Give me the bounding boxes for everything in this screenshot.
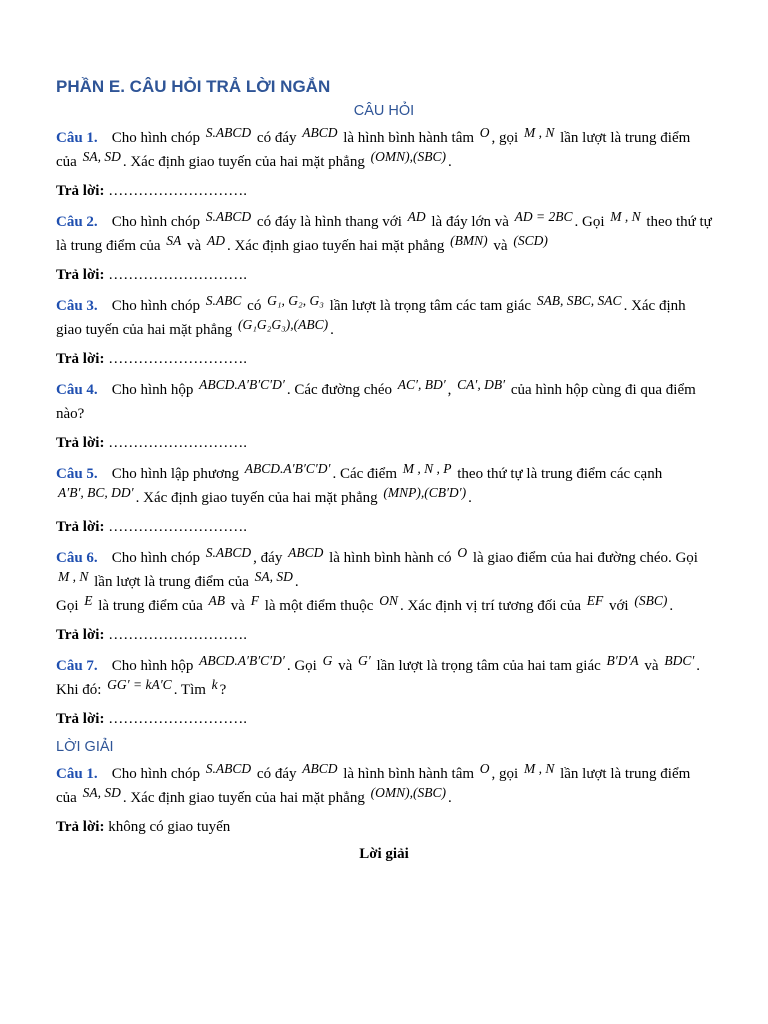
math-expression: EF [586, 593, 604, 608]
question-number: Câu 7. [56, 658, 98, 674]
math-expression: G [322, 653, 333, 668]
question-block [56, 294, 712, 370]
question-text [56, 546, 712, 618]
section-title: PHẦN E. CÂU HỎI TRẢ LỜI NGẮN [56, 77, 331, 96]
question-fragment: Cho hình chóp [111, 550, 204, 566]
question-fragment: . Gọi [286, 658, 321, 674]
question-fragment: và [334, 658, 356, 674]
question-fragment: của hình hộp cùng đi qua điểm nào? [56, 382, 696, 422]
answer-value: không có giao tuyến [108, 819, 231, 835]
math-expression: (G₁G₂G₃),(ABC) [237, 317, 329, 332]
answer-line [56, 624, 712, 646]
math-expression: AD = 2BC [514, 209, 573, 224]
answer-line [56, 708, 712, 730]
question-fragment: Cho hình chóp [111, 766, 204, 782]
math-expression: SA [166, 233, 182, 248]
question-fragment: . [447, 154, 452, 170]
question-fragment: . Xác định vị trí tương đối của [399, 598, 585, 614]
question-fragment: là giao điểm của hai đường chéo. Gọi [469, 550, 698, 566]
question-fragment: với [605, 598, 633, 614]
math-expression: ABCD.A′B′C′D′ [199, 653, 285, 668]
math-expression: ABCD.A′B′C′D′ [199, 377, 285, 392]
math-expression: O [479, 125, 490, 140]
question-number: Câu 2. [56, 214, 98, 230]
math-expression: O [479, 761, 490, 776]
answer-label: Trả lời: [56, 819, 105, 835]
math-expression: AD [206, 233, 225, 248]
questions-heading: CÂU HỎI [353, 103, 415, 119]
question-fragment: là trung điểm của [94, 598, 207, 614]
question-fragment: Cho hình lập phương [111, 466, 243, 482]
math-expression: ABCD [302, 761, 338, 776]
question-fragment: . Xác định giao tuyến của hai mặt phẳng [122, 154, 369, 170]
answers-heading: LỜI GIẢI [56, 739, 114, 755]
question-fragment: là hình bình hành tâm [339, 766, 478, 782]
question-block [56, 462, 712, 538]
math-expression: AB [208, 593, 226, 608]
math-expression: S.ABCD [205, 125, 252, 140]
question-text [56, 378, 712, 426]
answer-label: Trả lời: [56, 183, 105, 199]
question-text [56, 294, 712, 342]
answer-value: ………………………. [108, 519, 247, 535]
question-fragment: . Gọi [574, 214, 609, 230]
question-fragment: theo thứ tự là trung điểm của [56, 214, 712, 254]
question-fragment: theo thứ tự là trung điểm các cạnh [453, 466, 663, 482]
question-number: Câu 4. [56, 382, 98, 398]
math-expression: ABCD [288, 545, 324, 560]
answer-label: Trả lời: [56, 519, 105, 535]
question-fragment: ? [219, 682, 227, 698]
math-expression: M , N , P [402, 461, 452, 476]
question-fragment: lần lượt là trung điểm của [90, 574, 253, 590]
answer-label: Trả lời: [56, 435, 105, 451]
math-expression: BDC′ [664, 653, 695, 668]
question-number: Câu 1. [56, 130, 98, 146]
question-fragment: . [447, 790, 452, 806]
question-fragment: là hình bình hành có [325, 550, 456, 566]
math-expression: (OMN),(SBC) [370, 149, 446, 164]
question-fragment: . [330, 322, 334, 338]
question-fragment: Cho hình chóp [111, 130, 204, 146]
question-fragment: là một điểm thuộc [260, 598, 378, 614]
question-fragment: . [669, 598, 674, 614]
question-block [56, 210, 712, 286]
question-fragment: . Các điểm [332, 466, 401, 482]
answer-line [56, 432, 712, 454]
answer-line [56, 516, 712, 538]
question-fragment: lần lượt là trung điểm của [56, 130, 691, 170]
math-expression: (BMN) [450, 233, 488, 248]
answer-line [56, 264, 712, 286]
questions-list [56, 126, 712, 730]
math-expression: M , N [58, 569, 89, 584]
answer-value: ………………………. [108, 627, 247, 643]
math-expression: (SBC) [634, 593, 668, 608]
question-fragment: lần lượt là trọng tâm các tam giác [325, 298, 535, 314]
math-expression: M , N [523, 125, 555, 140]
answer-line [56, 816, 712, 838]
question-fragment: và [183, 238, 205, 254]
math-expression: ON [379, 593, 398, 608]
math-expression: E [84, 593, 93, 608]
math-expression: SA, SD [82, 785, 121, 800]
question-fragment: . Khi đó: [56, 658, 701, 698]
question-fragment: có đáy là hình thang với [253, 214, 406, 230]
question-fragment: . Xác định giao tuyến của hai mặt phẳng [122, 790, 369, 806]
question-number: Câu 3. [56, 298, 98, 314]
answer-value: ………………………. [108, 711, 247, 727]
question-text [56, 462, 712, 510]
question-fragment: . Tìm [173, 682, 210, 698]
solution-block [56, 762, 712, 863]
math-expression: SAB, SBC, SAC [536, 293, 622, 308]
question-fragment: là đáy lớn và [427, 214, 513, 230]
math-expression: AD [407, 209, 426, 224]
question-fragment: . Các đường chéo [286, 382, 396, 398]
question-fragment: là hình bình hành tâm [339, 130, 478, 146]
question-fragment: và [489, 238, 512, 254]
math-expression: (SCD) [513, 233, 548, 248]
math-expression: B′D′A [606, 653, 639, 668]
math-expression: k [211, 677, 218, 692]
math-expression: F [250, 593, 259, 608]
question-fragment: lần lượt là trọng tâm của hai tam giác [372, 658, 605, 674]
math-expression: CA′, DB′ [457, 377, 506, 392]
answer-label: Trả lời: [56, 711, 105, 727]
answer-line [56, 180, 712, 202]
question-text [56, 210, 712, 258]
math-expression: M , N [523, 761, 555, 776]
math-expression: S.ABCD [205, 761, 252, 776]
question-fragment: . Xác định giao tuyến của hai mặt phẳng [135, 490, 382, 506]
question-fragment: . [294, 574, 299, 590]
answer-label: Trả lời: [56, 351, 105, 367]
math-expression: ABCD.A′B′C′D′ [244, 461, 331, 476]
math-expression: GG′ = kA′C [107, 677, 172, 692]
math-expression: O [457, 545, 468, 560]
question-fragment: , đáy [253, 550, 287, 566]
question-number: Câu 5. [56, 466, 98, 482]
question-fragment: , [447, 382, 456, 398]
question-block [56, 378, 712, 454]
question-fragment: có [243, 298, 266, 314]
answer-value: ………………………. [108, 435, 247, 451]
math-expression: SA, SD [82, 149, 121, 164]
answer-value: ………………………. [108, 351, 247, 367]
question-fragment: lần lượt là trung điểm của [56, 766, 691, 806]
math-expression: SA, SD [254, 569, 293, 584]
math-expression: M , N [610, 209, 641, 224]
answer-line [56, 348, 712, 370]
question-fragment: Cho hình hộp [111, 382, 198, 398]
question-fragment: Cho hình chóp [111, 214, 204, 230]
math-expression: (OMN),(SBC) [370, 785, 446, 800]
question-fragment: . Xác định giao tuyến của hai mặt phẳng [56, 298, 686, 338]
question-fragment: . [468, 490, 472, 506]
answer-label: Trả lời: [56, 627, 105, 643]
solutions-list [56, 762, 712, 863]
question-number: Câu 1. [56, 766, 98, 782]
question-block [56, 126, 712, 202]
question-text [56, 126, 712, 174]
solution-heading: Lời giải [359, 846, 409, 862]
question-fragment: . Xác định giao tuyến hai mặt phẳng [226, 238, 449, 254]
question-fragment: và [227, 598, 249, 614]
question-fragment: và [640, 658, 663, 674]
answer-label: Trả lời: [56, 267, 105, 283]
question-fragment: Cho hình chóp [111, 298, 204, 314]
question-fragment: , gọi [491, 766, 522, 782]
question-fragment: có đáy [253, 130, 301, 146]
math-expression: G′ [357, 653, 371, 668]
math-expression: (MNP),(CB′D′) [383, 485, 467, 500]
question-block [56, 654, 712, 730]
question-number: Câu 6. [56, 550, 98, 566]
question-text [56, 654, 712, 702]
math-expression: G₁, G₂, G₃ [267, 293, 324, 308]
answer-value: ………………………. [108, 183, 247, 199]
math-expression: S.ABCD [205, 209, 252, 224]
math-expression: S.ABCD [205, 545, 252, 560]
document-page [56, 76, 712, 878]
question-text [56, 762, 712, 810]
math-expression: ABCD [302, 125, 338, 140]
math-expression: S.ABC [205, 293, 242, 308]
question-fragment: Gọi [56, 598, 83, 614]
math-expression: A′B′, BC, DD′ [58, 485, 134, 500]
math-expression: AC′, BD′ [397, 377, 446, 392]
answer-value: ………………………. [108, 267, 247, 283]
question-fragment: có đáy [253, 766, 301, 782]
question-fragment: , gọi [491, 130, 522, 146]
question-fragment: Cho hình hộp [111, 658, 198, 674]
question-block [56, 546, 712, 646]
